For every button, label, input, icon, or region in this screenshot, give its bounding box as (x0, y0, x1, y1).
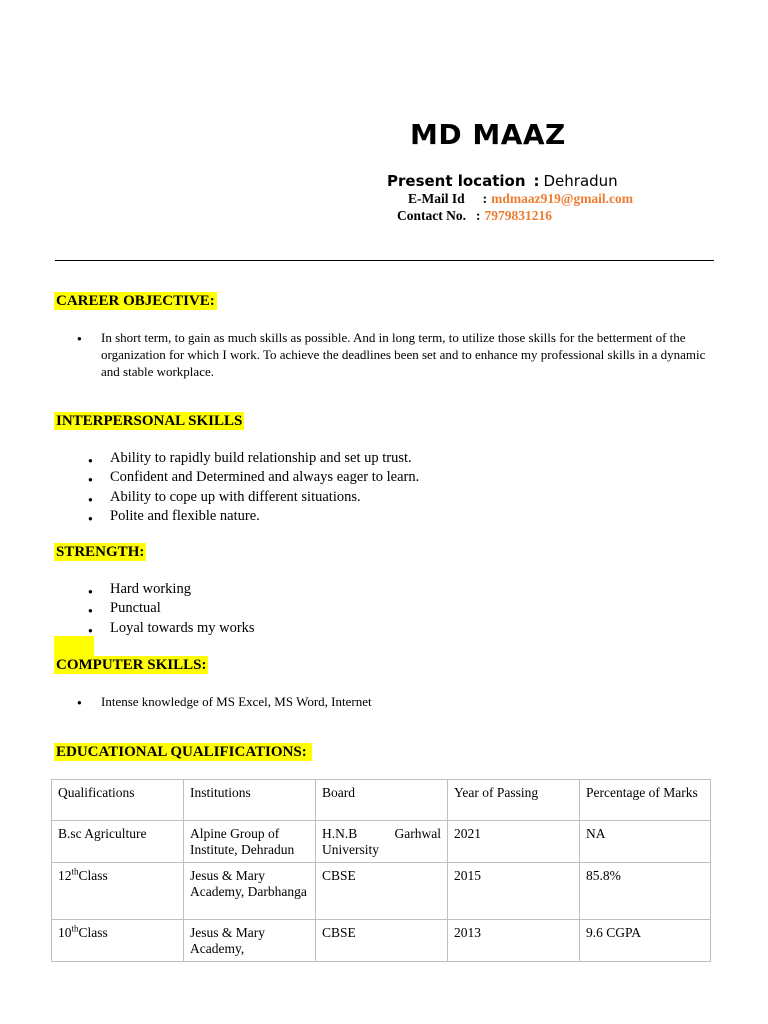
year-cell: 2021 (448, 821, 580, 863)
column-header: Board (316, 780, 448, 821)
column-header: Year of Passing (448, 780, 580, 821)
present-location-value: Dehradun (543, 172, 618, 190)
list-item: ● Punctual (86, 599, 255, 618)
institution-cell: Jesus & Mary Academy, Darbhanga (184, 863, 316, 920)
marks-cell: 85.8% (580, 863, 711, 920)
table-row (52, 863, 711, 920)
present-location-row (387, 172, 618, 190)
list-item: ● Loyal towards my works (86, 619, 255, 638)
present-location-separator: : (533, 172, 540, 190)
board-cell: CBSE (316, 863, 448, 920)
interpersonal-skills-heading: INTERPERSONAL SKILLS (56, 413, 243, 429)
candidate-name: MD MAAZ (410, 118, 566, 151)
career-objective-list (75, 329, 715, 380)
contact-value: 7979831216 (484, 208, 552, 223)
list-item: ● Ability to rapidly build relationship and set up trust. (86, 449, 419, 468)
board-cell: CBSE (316, 920, 448, 962)
education-table (51, 779, 711, 962)
year-cell: 2015 (448, 863, 580, 920)
highlight-mark (54, 636, 94, 656)
education-heading: EDUCATIONAL QUALIFICATIONS: (54, 743, 312, 761)
computer-skills-heading: COMPUTER SKILLS: (56, 657, 207, 673)
email-row (408, 191, 633, 207)
list-item: ● Polite and flexible nature. (86, 507, 419, 526)
header-divider (55, 260, 714, 261)
interpersonal-skills-list (86, 449, 419, 527)
qualification-cell: B.sc Agriculture (52, 821, 184, 863)
list-item: ● Hard working (86, 580, 255, 599)
qualification-cell: 10thClass (52, 920, 184, 962)
email-separator: : (482, 191, 488, 206)
present-location-label: Present location (387, 172, 526, 190)
contact-separator: : (476, 208, 481, 223)
year-cell: 2013 (448, 920, 580, 962)
career-objective-heading: CAREER OBJECTIVE: (56, 293, 215, 309)
list-item: ● Ability to cope up with different situations. (86, 488, 419, 507)
institution-cell: Jesus & Mary Academy, (184, 920, 316, 962)
email-label: E-Mail Id (408, 191, 465, 206)
column-header: Qualifications (52, 780, 184, 821)
column-header: Percentage of Marks (580, 780, 711, 821)
table-row (52, 821, 711, 863)
list-item: ● Intense knowledge of MS Excel, MS Word, Internet (75, 693, 372, 710)
marks-cell: 9.6 CGPA (580, 920, 711, 962)
table-header-row (52, 780, 711, 821)
board-cell: H.N.B Garhwal University (316, 821, 448, 863)
contact-row (397, 208, 552, 224)
contact-label: Contact No. (397, 208, 466, 223)
marks-cell: NA (580, 821, 711, 863)
institution-cell: Alpine Group of Institute, Dehradun (184, 821, 316, 863)
table-row (52, 920, 711, 962)
list-item: ● In short term, to gain as much skills as possible. And in long term, to utilize those skills for the betterment of the organization for which I work. To achieve the deadlines been set and to enhance my professional skills in a dynamic and stable workplace. (75, 329, 715, 380)
list-item: ● Confident and Determined and always eager to learn. (86, 468, 419, 487)
computer-skills-list (75, 693, 372, 710)
email-value[interactable]: mdmaaz919@gmail.com (491, 191, 634, 206)
column-header: Institutions (184, 780, 316, 821)
qualification-cell: 12thClass (52, 863, 184, 920)
strength-heading: STRENGTH: (56, 544, 145, 560)
strength-list (86, 580, 255, 638)
